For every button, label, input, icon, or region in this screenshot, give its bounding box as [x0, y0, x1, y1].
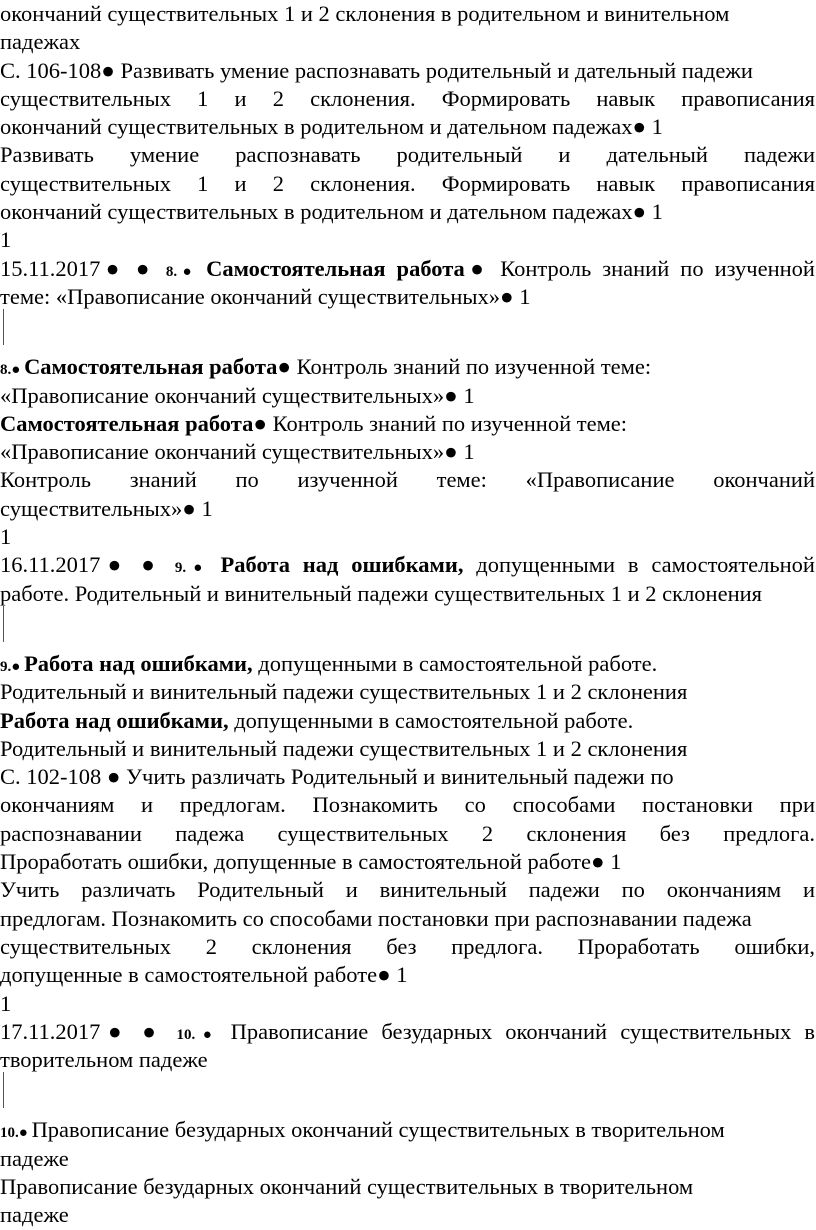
text-line [0, 353, 815, 381]
text-line: С. 102-108 ● Учить различать Родительный и винительный падежи по [0, 764, 674, 790]
lesson-number: 10.● [176, 1026, 231, 1043]
text-line: предлогам. Познакомить со способами постановки при распознавании падежа [0, 905, 752, 931]
text-line: работе. Родительный и винительный падежи существительных 1 и 2 склонения [0, 580, 763, 606]
text-line: С. 106-108● Развивать умение распознавать родительный и дательный падежи [0, 57, 753, 83]
text-line: «Правописание окончаний существительных»● 1 [0, 439, 475, 465]
cell-divider [0, 1074, 815, 1116]
text-line: Учить различать Родительный и винительный падежи по окончаниям и [0, 877, 815, 903]
text-line: 1 [0, 524, 12, 550]
lesson-number: 9.● [0, 658, 25, 675]
lesson-number: 8.● [0, 362, 25, 379]
text-line: Проработать ошибки, допущенные в самостоятельной работе● 1 [0, 849, 622, 875]
lesson-title: Работа над ошибками, [220, 552, 464, 578]
lesson-text: Контроль знаний по изученной теме: [291, 354, 652, 380]
text-line: окончаний существительных 1 и 2 склонения в родительном и винительном [0, 1, 730, 26]
text-line: 1 [0, 990, 12, 1016]
text-line: распознавании падежа существительных 2 склонения без предлога. [0, 820, 815, 846]
lesson-title: Самостоятельная работа● [0, 410, 267, 436]
lesson-number: 10.● [0, 1125, 32, 1142]
text-line: Контроль знаний по изученной теме: «Правописание окончаний [0, 467, 815, 493]
lesson-row-8 [0, 255, 815, 283]
text-line: окончаний существительных в родительном и дательном падежах● 1 [0, 199, 663, 225]
text-line [0, 707, 815, 735]
lesson-number: 9.● [174, 560, 221, 577]
lesson-text: Контроль знаний по изученной [489, 255, 815, 281]
lesson-text: Правописание безударных окончаний существительных в творительном [31, 1117, 725, 1143]
text-line: Родительный и винительный падежи существительных 1 и 2 склонения [0, 735, 688, 761]
lesson-row-9 [0, 551, 815, 579]
lesson-title: Работа над ошибками, [24, 650, 253, 676]
lesson-text: допущенными в самостоятельной работе. [252, 650, 658, 676]
lesson-text: Правописание безударных окончаний существительных в [230, 1018, 815, 1044]
text-line: «Правописание окончаний существительных»● 1 [0, 382, 475, 408]
text-line [0, 650, 815, 678]
lesson-number: 8.● [165, 263, 207, 280]
text-line: Правописание безударных окончаний существительных в творительном [0, 1173, 694, 1199]
lesson-date: 15.11.2017● ● [0, 255, 166, 281]
cell-divider [0, 311, 815, 353]
lesson-row-10 [0, 1018, 815, 1046]
text-line: падеже [0, 1145, 69, 1171]
lesson-date: 17.11.2017● ● [0, 1018, 177, 1044]
lesson-title: Самостоятельная работа● [24, 354, 291, 380]
lesson-date: 16.11.2017● ● [0, 552, 175, 578]
text-line: Родительный и винительный падежи существительных 1 и 2 склонения [0, 679, 688, 705]
text-line: теме: «Правописание окончаний существительных»● 1 [0, 283, 531, 309]
text-line: Развивать умение распознавать родительный и дательный падежи [0, 142, 815, 168]
text-line: творительном падеже [0, 1047, 208, 1073]
lesson-text: допущенными в самостоятельной [463, 552, 815, 578]
text-line: существительных»● 1 [0, 495, 213, 521]
text-line: существительных 1 и 2 склонения. Формировать навык правописания [0, 85, 815, 111]
lesson-text: допущенными в самостоятельной работе. [228, 707, 634, 733]
text-line [0, 1116, 815, 1144]
cell-divider [0, 608, 815, 650]
lesson-title: Работа над ошибками, [0, 707, 229, 733]
cell-border [3, 309, 4, 345]
text-line [0, 410, 815, 438]
cell-border [3, 1072, 4, 1108]
text-line: падежах [0, 29, 81, 55]
text-line: существительных 2 склонения без предлога. Проработать ошибки, [0, 933, 815, 959]
text-line: существительных 1 и 2 склонения. Формировать навык правописания [0, 170, 815, 196]
lesson-text: Контроль знаний по изученной теме: [266, 410, 628, 436]
text-line: падеже [0, 1202, 69, 1228]
text-line: допущенные в самостоятельной работе● 1 [0, 962, 408, 988]
lesson-title: Самостоятельная работа● [206, 255, 490, 281]
cell-border [3, 606, 4, 642]
text-line: окончаниям и предлогам. Познакомить со способами постановки при [0, 792, 815, 818]
text-line: окончаний существительных в родительном и дательном падежах● 1 [0, 114, 663, 140]
text-line: 1 [0, 227, 12, 253]
